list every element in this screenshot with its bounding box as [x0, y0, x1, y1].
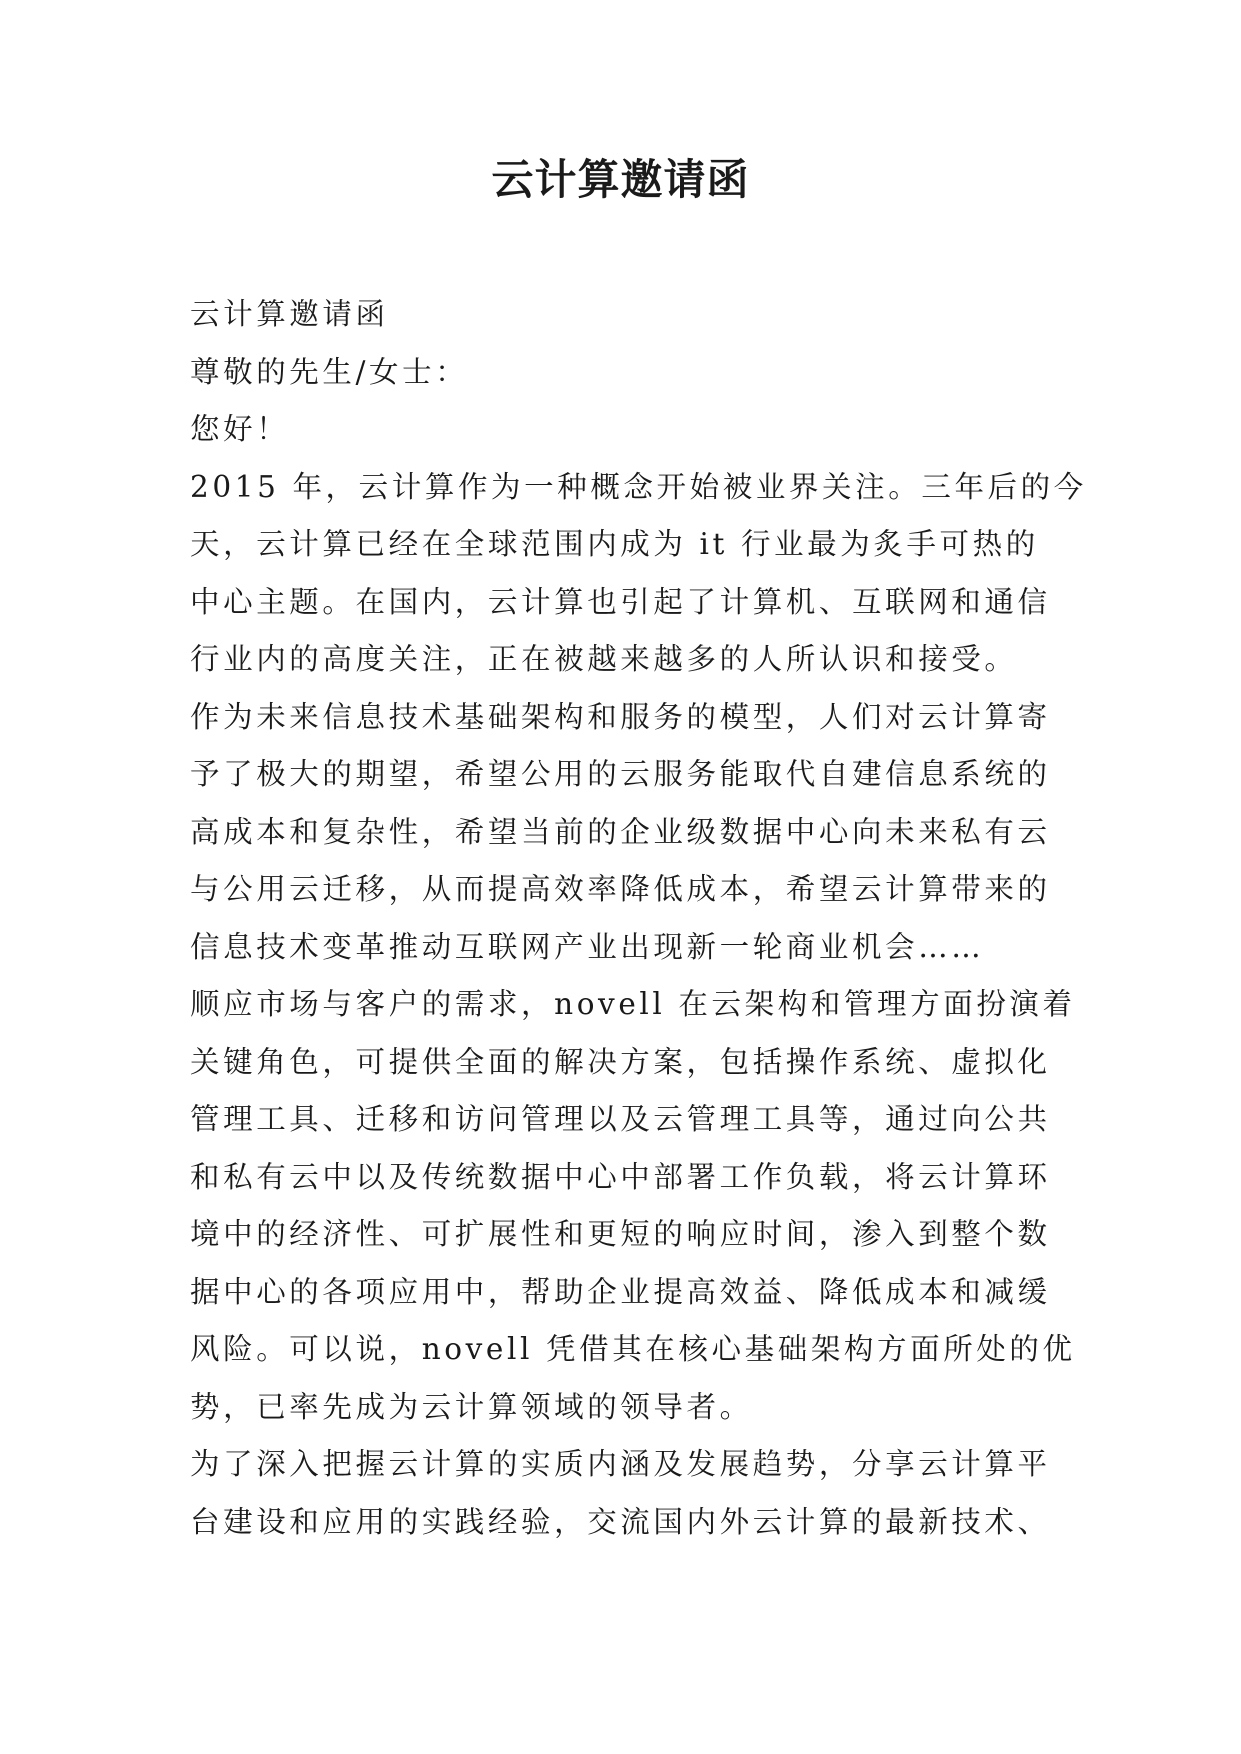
body-line: 关键角色，可提供全面的解决方案，包括操作系统、虚拟化 — [190, 1044, 1051, 1079]
body-line: 天，云计算已经在全球范围内成为 it 行业最为炙手可热的 — [190, 527, 1039, 561]
body-line: 行业内的高度关注，正在被越来越多的人所认识和接受。 — [190, 642, 1018, 676]
body-line-salutation: 尊敬的先生/女士： — [190, 354, 469, 389]
body-line: 据中心的各项应用中，帮助企业提高效益、降低成本和减缓 — [190, 1274, 1051, 1309]
body-line-heading: 云计算邀请函 — [190, 297, 389, 331]
body-line-greeting: 您好！ — [190, 412, 290, 446]
document-body — [190, 286, 1087, 1551]
body-line: 作为未来信息技术基础架构和服务的模型，人们对云计算寄 — [190, 699, 1051, 734]
body-line: 台建设和应用的实践经验，交流国内外云计算的最新技术、 — [190, 1504, 1051, 1539]
body-line: 势，已率先成为云计算领域的领导者。 — [190, 1389, 753, 1424]
body-line: 为了深入把握云计算的实质内涵及发展趋势，分享云计算平 — [190, 1447, 1051, 1481]
body-line: 和私有云中以及传统数据中心中部署工作负载，将云计算环 — [190, 1159, 1051, 1194]
body-line: 风险。可以说，novell 凭借其在核心基础架构方面所处的优 — [190, 1332, 1076, 1366]
body-line: 2015 年，云计算作为一种概念开始被业界关注。三年后的今 — [190, 469, 1087, 504]
body-line: 顺应市场与客户的需求，novell 在云架构和管理方面扮演着 — [190, 987, 1076, 1021]
body-line: 予了极大的期望，希望公用的云服务能取代自建信息系统的 — [190, 757, 1051, 791]
body-line: 中心主题。在国内，云计算也引起了计算机、互联网和通信 — [190, 584, 1051, 619]
document-title: 云计算邀请函 — [491, 155, 750, 204]
body-line: 与公用云迁移，从而提高效率降低成本，希望云计算带来的 — [190, 872, 1051, 906]
body-line: 管理工具、迁移和访问管理以及云管理工具等，通过向公共 — [190, 1102, 1051, 1136]
body-line: 高成本和复杂性，希望当前的企业级数据中心向未来私有云 — [190, 814, 1051, 849]
body-line: 信息技术变革推动互联网产业出现新一轮商业机会…… — [190, 929, 985, 964]
body-line: 境中的经济性、可扩展性和更短的响应时间，渗入到整个数 — [190, 1217, 1051, 1251]
